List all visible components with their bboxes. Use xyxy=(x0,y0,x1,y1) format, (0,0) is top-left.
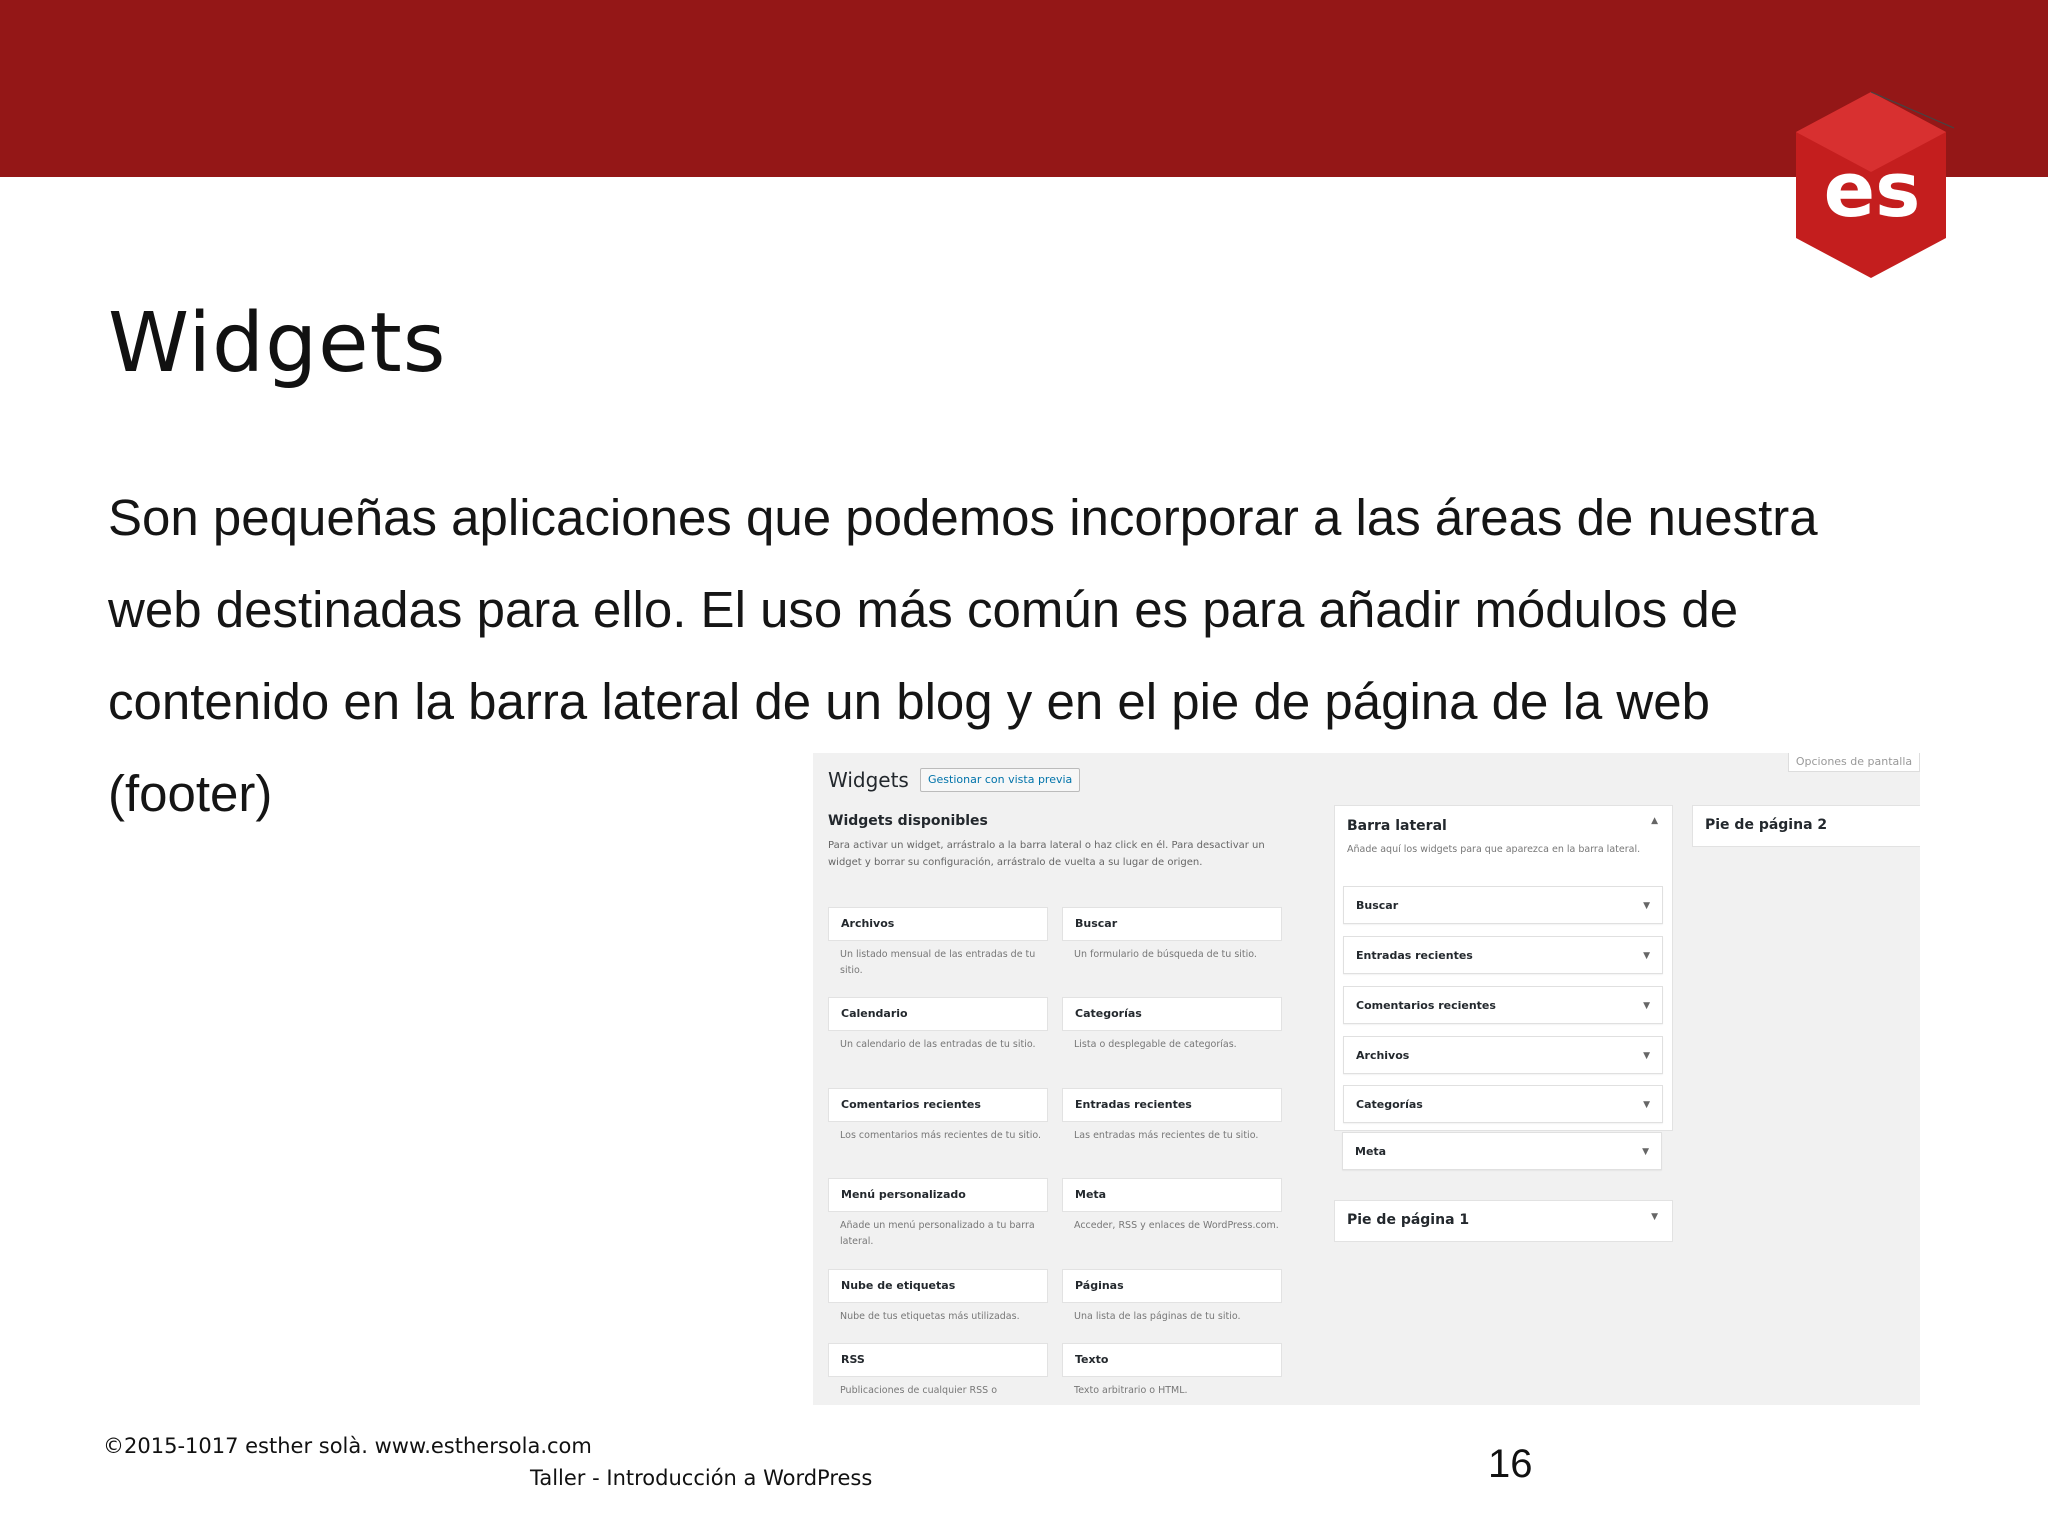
header-bar xyxy=(0,0,2048,177)
expand-arrow-icon[interactable]: ▼ xyxy=(1643,1001,1650,1011)
sidebar-widget-label: Buscar xyxy=(1356,899,1399,912)
expand-arrow-icon[interactable]: ▼ xyxy=(1643,951,1650,961)
sidebar-widget-label: Categorías xyxy=(1356,1098,1423,1111)
widget-desc: Acceder, RSS y enlaces de WordPress.com. xyxy=(1074,1220,1279,1231)
widget-desc: Nube de tus etiquetas más utilizadas. xyxy=(840,1311,1020,1322)
widget-categorias[interactable] xyxy=(1062,997,1282,1053)
sidebar-widget-label: Entradas recientes xyxy=(1356,949,1473,962)
footer-1-area-panel[interactable] xyxy=(1334,1200,1673,1242)
widget-name[interactable]: Calendario xyxy=(828,997,1048,1031)
footer-copyright: ©2015-1017 esther solà. www.esthersola.com xyxy=(103,1434,592,1458)
footer-2-area-title[interactable]: Pie de página 2 xyxy=(1705,817,1828,833)
sidebar-widget-categorias[interactable] xyxy=(1343,1085,1663,1123)
widget-name[interactable]: Categorías xyxy=(1062,997,1282,1031)
expand-arrow-icon[interactable]: ▼ xyxy=(1642,1147,1649,1157)
screenshot-title: Widgets xyxy=(828,768,909,792)
sidebar-area-desc: Añade aquí los widgets para que aparezca en la barra lateral. xyxy=(1347,844,1641,855)
widget-meta[interactable] xyxy=(1062,1178,1282,1234)
widget-desc: Un calendario de las entradas de tu sitio. xyxy=(840,1039,1036,1050)
logo-icon xyxy=(1786,88,1956,283)
widget-name[interactable]: Entradas recientes xyxy=(1062,1088,1282,1122)
widget-name[interactable]: Comentarios recientes xyxy=(828,1088,1048,1122)
sidebar-area-panel xyxy=(1334,805,1673,1131)
expand-arrow-icon[interactable]: ▼ xyxy=(1651,1212,1658,1222)
sidebar-widget-archivos[interactable] xyxy=(1343,1036,1663,1074)
widget-name[interactable]: Nube de etiquetas xyxy=(828,1269,1048,1303)
footer-1-area-title[interactable]: Pie de página 1 xyxy=(1347,1212,1470,1228)
widget-name[interactable]: Buscar xyxy=(1062,907,1282,941)
widget-desc: Lista o desplegable de categorías. xyxy=(1074,1039,1237,1050)
widget-paginas[interactable] xyxy=(1062,1269,1282,1325)
widget-desc: Publicaciones de cualquier RSS o xyxy=(840,1385,998,1396)
expand-arrow-icon[interactable]: ▼ xyxy=(1643,1100,1650,1110)
available-widgets-desc: Para activar un widget, arrástralo a la barra lateral o haz click en él. Para desactivar un widget y borrar su configuración, arrástralo de vuelta a su lugar de origen. xyxy=(828,840,1265,868)
widget-archivos[interactable] xyxy=(828,907,1048,979)
widget-name[interactable]: RSS xyxy=(828,1343,1048,1377)
sidebar-widget-label: Archivos xyxy=(1356,1049,1410,1062)
widget-name[interactable]: Texto xyxy=(1062,1343,1282,1377)
available-widgets-title: Widgets disponibles xyxy=(828,813,988,829)
widget-name[interactable]: Menú personalizado xyxy=(828,1178,1048,1212)
widget-buscar[interactable] xyxy=(1062,907,1282,963)
widget-desc: Texto arbitrario o HTML. xyxy=(1074,1385,1188,1396)
screen-options-button[interactable]: Opciones de pantalla xyxy=(1788,753,1920,772)
widget-rss[interactable] xyxy=(828,1343,1048,1399)
expand-arrow-icon[interactable]: ▼ xyxy=(1643,1051,1650,1061)
widget-desc: Una lista de las páginas de tu sitio. xyxy=(1074,1311,1241,1322)
sidebar-widget-label: Meta xyxy=(1355,1145,1387,1158)
widget-name[interactable]: Meta xyxy=(1062,1178,1282,1212)
widget-desc: Los comentarios más recientes de tu sitio. xyxy=(840,1130,1042,1141)
widget-desc: Las entradas más recientes de tu sitio. xyxy=(1074,1130,1259,1141)
widget-entradas-recientes[interactable] xyxy=(1062,1088,1282,1144)
page-title: Widgets xyxy=(108,296,447,391)
manage-preview-button[interactable]: Gestionar con vista previa xyxy=(920,768,1080,792)
widget-menu-personalizado[interactable] xyxy=(828,1178,1048,1250)
logo-text: es xyxy=(1823,145,1921,234)
page-number: 16 xyxy=(1488,1442,1533,1486)
sidebar-widget-meta[interactable] xyxy=(1342,1132,1662,1170)
collapse-arrow-icon[interactable]: ▲ xyxy=(1651,816,1658,826)
sidebar-widget-entradas[interactable] xyxy=(1343,936,1663,974)
widget-name[interactable]: Páginas xyxy=(1062,1269,1282,1303)
widget-texto[interactable] xyxy=(1062,1343,1282,1399)
widget-comentarios-recientes[interactable] xyxy=(828,1088,1048,1144)
widget-desc: Añade un menú personalizado a tu barra lateral. xyxy=(840,1220,1035,1247)
widget-nube-etiquetas[interactable] xyxy=(828,1269,1048,1325)
widget-desc: Un listado mensual de las entradas de tu sitio. xyxy=(840,949,1036,976)
widget-desc: Un formulario de búsqueda de tu sitio. xyxy=(1074,949,1257,960)
widget-calendario[interactable] xyxy=(828,997,1048,1053)
sidebar-widget-comentarios[interactable] xyxy=(1343,986,1663,1024)
sidebar-area-title[interactable]: Barra lateral xyxy=(1347,818,1447,834)
sidebar-widget-buscar[interactable] xyxy=(1343,886,1663,924)
footer-2-area-panel[interactable] xyxy=(1692,805,1920,847)
slide-body-text: Son pequeñas aplicaciones que podemos incorporar a las áreas de nuestra web destinadas para ello. El uso más común es para añadir módulos de contenido en la barra lateral de un blog y en el pie de página de la web (footer) xyxy=(108,489,1818,822)
widget-name[interactable]: Archivos xyxy=(828,907,1048,941)
widgets-screenshot xyxy=(813,753,1920,1405)
footer-course-name: Taller - Introducción a WordPress xyxy=(530,1466,873,1490)
sidebar-widget-label: Comentarios recientes xyxy=(1356,999,1496,1012)
expand-arrow-icon[interactable]: ▼ xyxy=(1643,901,1650,911)
